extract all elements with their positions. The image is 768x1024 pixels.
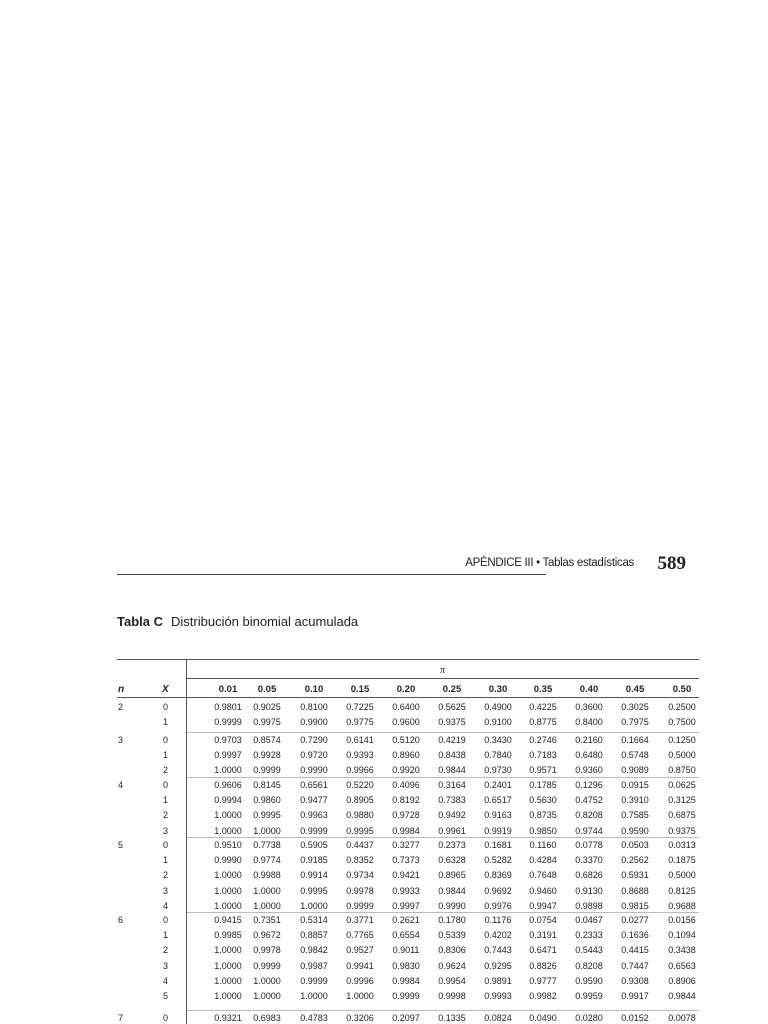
probability-cell: 0.9844 [438,885,466,896]
probability-cell: 0.7290 [300,735,328,745]
probability-cell: 0.8750 [668,765,696,776]
probability-cell: 0.9295 [484,960,512,971]
probability-cell: 0.1664 [621,735,649,745]
probability-cell: 0.1780 [438,915,466,925]
probability-cell: 1.0000 [214,991,242,1001]
probability-cell: 0.4225 [529,702,557,712]
probability-cell: 0.7975 [621,717,649,728]
probability-cell: 0.9571 [529,765,557,776]
probability-cell: 0.9600 [392,717,420,728]
probability-cell: 0.0152 [621,1013,649,1023]
probability-cell: 0.0625 [668,780,696,790]
probability-cell: 0.1176 [484,915,512,925]
probability-cell: 1.0000 [253,900,281,911]
n-value: 4 [118,780,124,790]
probability-cell: 0.9990 [214,855,242,866]
probability-cell: 1.0000 [253,825,281,836]
x-value: 2 [163,945,169,956]
table-top-rule [117,659,699,660]
probability-cell: 0.8352 [346,855,374,866]
pi-rule [187,678,699,679]
probability-cell: 0.9703 [214,735,242,745]
probability-cell: 0.8857 [300,930,328,941]
probability-cell: 1.0000 [214,825,242,836]
probability-cell: 0.8306 [438,945,466,956]
probability-cell: 0.9982 [529,991,557,1001]
column-header: 0.25 [442,684,462,695]
group-divider [187,732,699,733]
probability-cell: 0.8145 [253,780,281,790]
x-value: 0 [163,1013,169,1023]
probability-cell: 0.3025 [621,702,649,712]
probability-cell: 0.9590 [575,975,603,986]
probability-cell: 0.9460 [529,885,557,896]
probability-cell: 0.9130 [575,885,603,896]
column-header: 0.50 [672,684,692,695]
probability-cell: 0.9997 [392,900,420,911]
probability-cell: 0.8208 [575,960,603,971]
probability-cell: 0.9963 [300,810,328,821]
probability-cell: 0.4202 [484,930,512,941]
probability-cell: 0.7765 [346,930,374,941]
probability-cell: 0.2621 [392,915,420,925]
probability-cell: 0.9590 [621,825,649,836]
probability-cell: 0.9393 [346,750,374,761]
probability-cell: 0.9100 [484,717,512,728]
probability-cell: 0.9720 [300,750,328,761]
probability-cell: 0.3600 [575,702,603,712]
probability-cell: 0.5000 [668,870,696,881]
probability-cell: 0.4096 [392,780,420,790]
column-header: 0.30 [488,684,508,695]
probability-cell: 0.9993 [484,991,512,1001]
probability-cell: 0.9477 [300,795,328,806]
probability-cell: 0.9815 [621,900,649,911]
probability-cell: 1.0000 [214,960,242,971]
probability-cell: 0.1335 [438,1013,466,1023]
probability-cell: 0.9163 [484,810,512,821]
probability-cell: 0.5630 [529,795,557,806]
x-value: 0 [163,915,169,925]
probability-cell: 0.4284 [529,855,557,866]
probability-cell: 0.9975 [253,717,281,728]
probability-cell: 1.0000 [214,810,242,821]
column-header: 0.15 [350,684,370,695]
probability-cell: 1.0000 [214,870,242,881]
probability-cell: 0.9801 [214,702,242,712]
probability-cell: 1.0000 [214,975,242,986]
probability-cell: 0.9954 [438,975,466,986]
probability-cell: 1.0000 [253,991,281,1001]
probability-cell: 0.5339 [438,930,466,941]
probability-cell: 0.9510 [214,840,242,850]
probability-cell: 0.9966 [346,765,374,776]
group-divider [187,777,699,778]
probability-cell: 0.7443 [484,945,512,956]
probability-cell: 0.1094 [668,930,696,941]
probability-cell: 0.9995 [253,810,281,821]
probability-cell: 0.4219 [438,735,466,745]
x-value: 4 [163,900,169,911]
probability-cell: 0.9997 [214,750,242,761]
x-value: 0 [163,702,169,712]
x-value: 0 [163,780,169,790]
probability-cell: 0.7447 [621,960,649,971]
probability-cell: 0.0467 [575,915,603,925]
probability-cell: 0.9994 [214,795,242,806]
probability-cell: 0.9375 [668,825,696,836]
probability-cell: 0.8369 [484,870,512,881]
probability-cell: 0.9941 [346,960,374,971]
probability-cell: 1.0000 [214,945,242,956]
probability-cell: 0.5443 [575,945,603,956]
x-header: X [162,684,169,695]
probability-cell: 0.8965 [438,870,466,881]
probability-cell: 0.8208 [575,810,603,821]
table-title: Distribución binomial acumulada [171,614,359,629]
probability-cell: 0.6141 [346,735,374,745]
probability-cell: 0.9777 [529,975,557,986]
probability-cell: 0.9185 [300,855,328,866]
probability-cell: 0.9891 [484,975,512,986]
probability-cell: 0.3910 [621,795,649,806]
x-value: 1 [163,717,169,728]
x-value: 1 [163,930,169,941]
appendix-title: APÉNDICE III • Tablas estadísticas [465,557,634,569]
probability-cell: 0.8125 [668,885,696,896]
x-value: 3 [163,825,169,836]
probability-cell: 0.7225 [346,702,374,712]
probability-cell: 1.0000 [253,885,281,896]
probability-cell: 0.9987 [300,960,328,971]
probability-cell: 0.9850 [529,825,557,836]
column-header: 0.35 [533,684,553,695]
probability-cell: 0.8906 [668,975,696,986]
probability-cell: 0.7500 [668,717,696,728]
x-value: 2 [163,870,169,881]
probability-cell: 0.0078 [668,1013,696,1023]
probability-cell: 0.6561 [300,780,328,790]
probability-cell: 0.1785 [529,780,557,790]
probability-cell: 0.9995 [346,825,374,836]
probability-cell: 0.9999 [253,765,281,776]
probability-cell: 0.2373 [438,840,466,850]
probability-cell: 0.8905 [346,795,374,806]
probability-cell: 0.0915 [621,780,649,790]
probability-cell: 0.9844 [668,991,696,1001]
probability-cell: 0.9011 [392,945,420,956]
probability-cell: 0.9606 [214,780,242,790]
probability-cell: 0.4415 [621,945,649,956]
probability-cell: 0.9830 [392,960,420,971]
probability-cell: 0.2097 [392,1013,420,1023]
probability-cell: 0.9672 [253,930,281,941]
probability-cell: 0.9988 [253,870,281,881]
probability-cell: 0.2746 [529,735,557,745]
probability-cell: 0.3164 [438,780,466,790]
probability-cell: 0.8826 [529,960,557,971]
probability-cell: 0.9744 [575,825,603,836]
probability-cell: 0.1160 [529,840,557,850]
column-header: 0.20 [396,684,416,695]
probability-cell: 0.9415 [214,915,242,925]
probability-cell: 0.1875 [668,855,696,866]
probability-cell: 0.1636 [621,930,649,941]
probability-cell: 0.9774 [253,855,281,866]
probability-cell: 0.3370 [575,855,603,866]
probability-cell: 0.7351 [253,915,281,925]
probability-cell: 0.9375 [438,717,466,728]
probability-cell: 0.9978 [346,885,374,896]
probability-cell: 0.9688 [668,900,696,911]
column-header: 0.10 [304,684,324,695]
column-header: 0.01 [218,684,238,695]
probability-cell: 0.6554 [392,930,420,941]
probability-cell: 0.9919 [484,825,512,836]
probability-cell: 0.6517 [484,795,512,806]
probability-cell: 0.4437 [346,840,374,850]
probability-cell: 0.9730 [484,765,512,776]
x-value: 1 [163,795,169,806]
probability-cell: 0.0754 [529,915,557,925]
probability-cell: 0.6400 [392,702,420,712]
probability-cell: 0.7585 [621,810,649,821]
probability-cell: 0.9961 [438,825,466,836]
probability-cell: 0.9842 [300,945,328,956]
probability-cell: 0.9527 [346,945,374,956]
probability-cell: 0.8688 [621,885,649,896]
n-value: 6 [118,915,124,925]
n-value: 5 [118,840,124,850]
probability-cell: 0.2333 [575,930,603,941]
x-value: 0 [163,735,169,745]
probability-cell: 0.5625 [438,702,466,712]
probability-cell: 0.9692 [484,885,512,896]
probability-cell: 0.9900 [300,717,328,728]
x-value: 5 [163,991,169,1001]
probability-cell: 0.6875 [668,810,696,821]
probability-cell: 0.2160 [575,735,603,745]
probability-cell: 0.0824 [484,1013,512,1023]
probability-cell: 0.6563 [668,960,696,971]
probability-cell: 0.7373 [392,855,420,866]
probability-cell: 0.8400 [575,717,603,728]
probability-cell: 0.0503 [621,840,649,850]
probability-cell: 0.9624 [438,960,466,971]
probability-cell: 0.9976 [484,900,512,911]
probability-cell: 0.9984 [392,975,420,986]
probability-cell: 0.8574 [253,735,281,745]
probability-cell: 0.2562 [621,855,649,866]
table-caption [117,614,358,629]
probability-cell: 0.8192 [392,795,420,806]
probability-cell: 1.0000 [214,765,242,776]
header-rule [117,574,546,575]
group-divider [187,1010,699,1011]
probability-cell: 0.9978 [253,945,281,956]
n-value: 3 [118,735,124,745]
probability-cell: 0.0313 [668,840,696,850]
column-header: 0.40 [579,684,599,695]
probability-cell: 1.0000 [214,900,242,911]
probability-cell: 1.0000 [214,885,242,896]
probability-cell: 0.9990 [438,900,466,911]
probability-cell: 0.9421 [392,870,420,881]
probability-cell: 0.9998 [438,991,466,1001]
n-value: 2 [118,702,124,712]
probability-cell: 0.7383 [438,795,466,806]
probability-cell: 0.4752 [575,795,603,806]
probability-cell: 0.9959 [575,991,603,1001]
column-header: 0.45 [625,684,645,695]
probability-cell: 1.0000 [300,900,328,911]
probability-cell: 0.3771 [346,915,374,925]
probability-cell: 0.8775 [529,717,557,728]
x-value: 3 [163,885,169,896]
probability-cell: 0.9917 [621,991,649,1001]
x-value: 3 [163,960,169,971]
probability-cell: 0.7840 [484,750,512,761]
probability-cell: 0.9999 [214,717,242,728]
probability-cell: 0.2500 [668,702,696,712]
probability-cell: 0.9984 [392,825,420,836]
probability-cell: 0.3438 [668,945,696,956]
probability-cell: 0.9999 [300,975,328,986]
probability-cell: 0.3206 [346,1013,374,1023]
probability-cell: 0.9898 [575,900,603,911]
probability-cell: 0.9492 [438,810,466,821]
column-header: 0.05 [257,684,277,695]
probability-cell: 0.9985 [214,930,242,941]
probability-cell: 0.8960 [392,750,420,761]
probability-cell: 0.0778 [575,840,603,850]
probability-cell: 0.6328 [438,855,466,866]
probability-cell: 0.4783 [300,1013,328,1023]
probability-cell: 0.9996 [346,975,374,986]
probability-cell: 0.5220 [346,780,374,790]
probability-cell: 0.9920 [392,765,420,776]
probability-cell: 0.5314 [300,915,328,925]
probability-cell: 0.8438 [438,750,466,761]
header-bottom-rule [117,697,699,698]
probability-cell: 0.9999 [392,991,420,1001]
x-value: 2 [163,765,169,776]
probability-cell: 0.3277 [392,840,420,850]
probability-cell: 0.6983 [253,1013,281,1023]
probability-cell: 0.5000 [668,750,696,761]
probability-cell: 0.9025 [253,702,281,712]
probability-cell: 0.9860 [253,795,281,806]
probability-cell: 0.5748 [621,750,649,761]
probability-cell: 1.0000 [346,991,374,1001]
probability-cell: 0.9775 [346,717,374,728]
probability-cell: 0.7738 [253,840,281,850]
x-value: 4 [163,975,169,986]
probability-cell: 0.9995 [300,885,328,896]
probability-cell: 0.8735 [529,810,557,821]
probability-cell: 0.9999 [253,960,281,971]
probability-cell: 0.6826 [575,870,603,881]
probability-cell: 0.9734 [346,870,374,881]
probability-cell: 0.9914 [300,870,328,881]
probability-cell: 0.5931 [621,870,649,881]
table-label: Tabla C [117,614,163,629]
page-number: 589 [657,553,686,574]
probability-cell: 0.2401 [484,780,512,790]
n-value: 7 [118,1013,124,1023]
probability-cell: 0.1681 [484,840,512,850]
probability-cell: 0.6480 [575,750,603,761]
probability-cell: 0.1296 [575,780,603,790]
x-value: 2 [163,810,169,821]
probability-cell: 0.9360 [575,765,603,776]
probability-cell: 0.3430 [484,735,512,745]
probability-cell: 0.9321 [214,1013,242,1023]
probability-cell: 0.4900 [484,702,512,712]
probability-cell: 0.9089 [621,765,649,776]
probability-cell: 0.3125 [668,795,696,806]
probability-cell: 1.0000 [300,991,328,1001]
probability-cell: 0.0156 [668,915,696,925]
x-value: 1 [163,750,169,761]
probability-cell: 0.7183 [529,750,557,761]
probability-cell: 0.9933 [392,885,420,896]
n-header: n [118,684,125,695]
group-divider [187,912,699,913]
probability-cell: 0.9947 [529,900,557,911]
probability-cell: 0.9728 [392,810,420,821]
probability-cell: 0.9928 [253,750,281,761]
probability-cell: 0.0490 [529,1013,557,1023]
pi-symbol: π [440,665,446,676]
probability-cell: 0.5120 [392,735,420,745]
probability-cell: 0.5282 [484,855,512,866]
probability-cell: 1.0000 [253,975,281,986]
column-divider [186,659,187,1024]
probability-cell: 0.5905 [300,840,328,850]
probability-cell: 0.9880 [346,810,374,821]
probability-cell: 0.3191 [529,930,557,941]
probability-cell: 0.9844 [438,765,466,776]
running-header [117,554,686,578]
probability-cell: 0.9999 [346,900,374,911]
x-value: 1 [163,855,169,866]
probability-cell: 0.6471 [529,945,557,956]
probability-cell: 0.9990 [300,765,328,776]
x-value: 0 [163,840,169,850]
probability-cell: 0.0277 [621,915,649,925]
probability-cell: 0.7648 [529,870,557,881]
probability-cell: 0.9308 [621,975,649,986]
probability-cell: 0.8100 [300,702,328,712]
probability-cell: 0.0280 [575,1013,603,1023]
group-divider [187,837,699,838]
probability-cell: 0.9999 [300,825,328,836]
probability-cell: 0.1250 [668,735,696,745]
